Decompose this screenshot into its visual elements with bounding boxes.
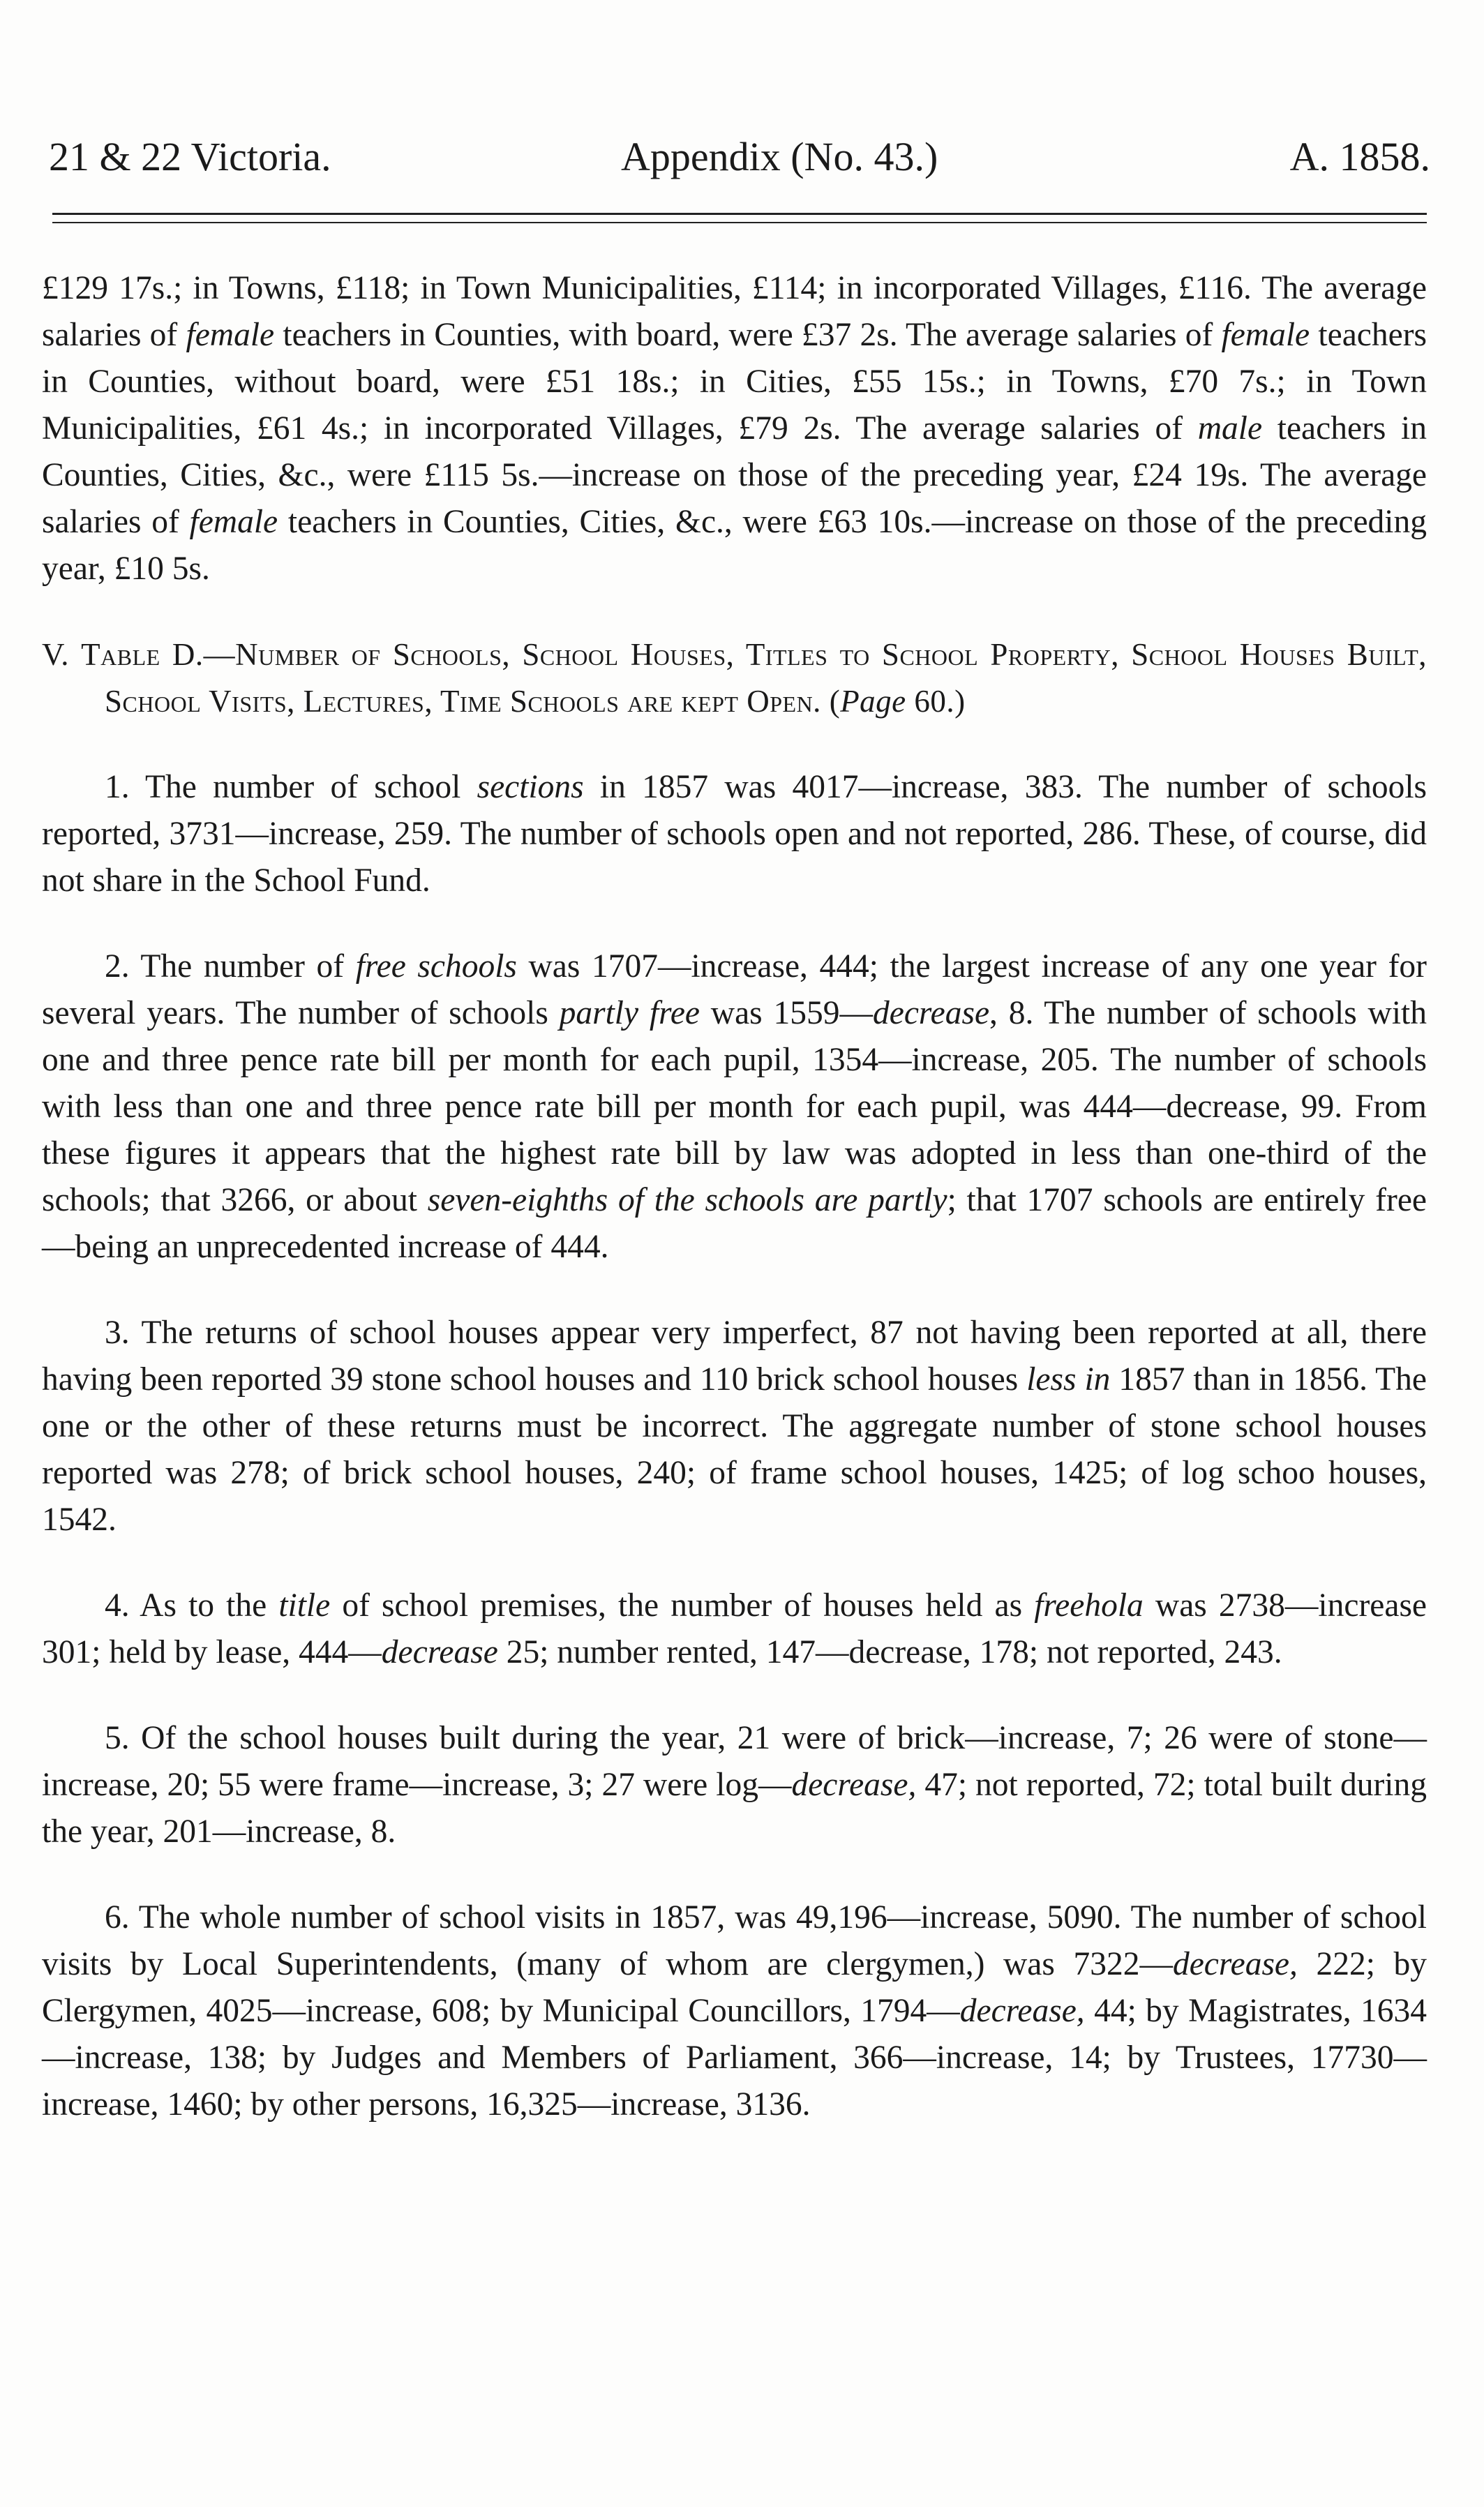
header-appendix: Appendix (No. 43.) [621,134,938,179]
italic-run: female [1221,317,1310,353]
spacer [42,1543,1427,1582]
text-run: 60.) [906,684,966,719]
italic-run: female [189,504,278,540]
italic-run: male [1197,410,1263,447]
spacer [42,1676,1427,1715]
text-run: was 1707—increase, 444; the largest increase of any one year for several years. The number of schools [42,948,1427,1031]
italic-run: decrease, [959,1993,1085,2029]
section-title: Table D.—Number of Schools, School Houses, Titles to School Property, School Houses Built, School Visits, Lectures, Time Schools are kept Open. [81,637,1427,719]
spacer [42,904,1427,943]
italic-run: less in [1026,1361,1111,1398]
italic-run: decrease, [1172,1946,1298,1982]
italic-run: decrease, [791,1767,917,1803]
text-run: 222; by Clergymen, 4025—increase, 608; by Municipal Councillors, 1794— [42,1946,1427,2029]
paragraph-5 [42,1715,1427,1855]
text-run: was 1559— [699,995,873,1031]
italic-run: sections [477,769,584,805]
italic-run: Page [840,684,906,719]
text-run: ( [820,684,841,719]
section-numeral: V. [42,637,82,672]
text-run: 4. As to the [105,1587,279,1624]
intro-paragraph [42,265,1427,592]
text-run: teachers in Counties, Cities, &c., were £63 10s.—increase on those of the preceding year, £10 5s. [42,504,1427,587]
italic-run: female [186,317,275,353]
text-run: 25; number rented, 147—decrease, 178; not reported, 243. [497,1634,1282,1670]
text-run: teachers in Counties, with board, were £37 2s. The average salaries of [274,317,1222,353]
body-text [42,265,1427,2128]
spacer [42,592,1427,631]
text-run: of school premises, the number of houses held as [330,1587,1035,1624]
header-rule [52,213,1427,223]
text-run: ; that 1707 schools are entirely free—being an unprecedented increase of 444. [42,1182,1427,1265]
text-run: 44; by Magistrates, 1634—increase, 138; by Judges and Members of Parliament, 366—increase, 14; by Trustees, 17730—increase, 1460; by other persons, 16,325—increase, 3136. [42,1993,1427,2123]
text-run: teachers in Counties, without board, were £51 18s.; in Cities, £55 15s.; in Towns, £70 7s.; in Town Municipalities, £61 4s.; in incorporated Villages, £79 2s. The average salaries of [42,317,1427,447]
italic-run: decrease [872,995,990,1031]
text-run: , 8. The number of schools with one and three pence rate bill per month for each pupil, 1354—increase, 205. The number of schools with less than one and three pence rate bill per month for each pupil, was 444—decrease, 99. From these figures it appears that the highest rate bill by law was adopted in less than one-third of the schools; that 3266, or about [42,995,1427,1218]
header-year: A. 1858. [1289,134,1430,179]
text-run: 2. The number of [105,948,356,985]
italic-run: title [278,1587,331,1624]
text-run: 6. The whole number of school visits in 1857, was 49,196—increase, 5090. The number of school visits by Local Superintendents, (many of whom are clergymen,) was 7322— [42,1899,1427,1982]
paragraph-2 [42,943,1427,1271]
italic-run: seven-eighths of the schools are partly [427,1182,947,1218]
paragraph-3 [42,1310,1427,1543]
italic-run: freehola [1034,1587,1144,1624]
text-run: 1857 than in 1856. The one or the other of these returns must be incorrect. The aggregate number of stone school houses reported was 278; of brick school houses, 240; of frame school houses, 1425; of log schoo houses, 1542. [42,1361,1427,1538]
text-run: 47; not reported, 72; total built during the year, 201—increase, 8. [42,1767,1427,1850]
italic-run: free schools [355,948,517,985]
header-session: 21 & 22 Victoria. [49,134,331,179]
paragraph-1 [42,764,1427,904]
text-run: was 2738—increase 301; held by lease, 444— [42,1587,1427,1670]
text-run: 1. The number of school [105,769,477,805]
text-run: 3. The returns of school houses appear very imperfect, 87 not having been reported at all, there having been reported 39 stone school houses and 110 brick school houses [42,1315,1427,1398]
page-header [49,126,1430,188]
paragraph-6 [42,1894,1427,2128]
spacer [42,1855,1427,1894]
section-heading [42,631,1427,725]
text-run: in 1857 was 4017—increase, 383. The number of schools reported, 3731—increase, 259. The number of schools open and not reported, 286. These, of course, did not share in the School Fund. [42,769,1427,899]
italic-run: partly free [559,995,700,1031]
text-run: £129 17s.; in Towns, £118; in Town Municipalities, £114; in incorporated Villages, £116. The average salaries of [42,270,1427,353]
spacer [42,725,1427,764]
paragraph-4 [42,1582,1427,1676]
text-run: teachers in Counties, Cities, &c., were £115 5s.—increase on those of the preceding year, £24 19s. The average salaries of [42,410,1427,540]
text-run: 5. Of the school houses built during the year, 21 were of brick—increase, 7; 26 were of stone—increase, 20; 55 were frame—increase, 3; 27 were log— [42,1720,1427,1803]
italic-run: decrease [381,1634,498,1670]
spacer [42,1271,1427,1310]
